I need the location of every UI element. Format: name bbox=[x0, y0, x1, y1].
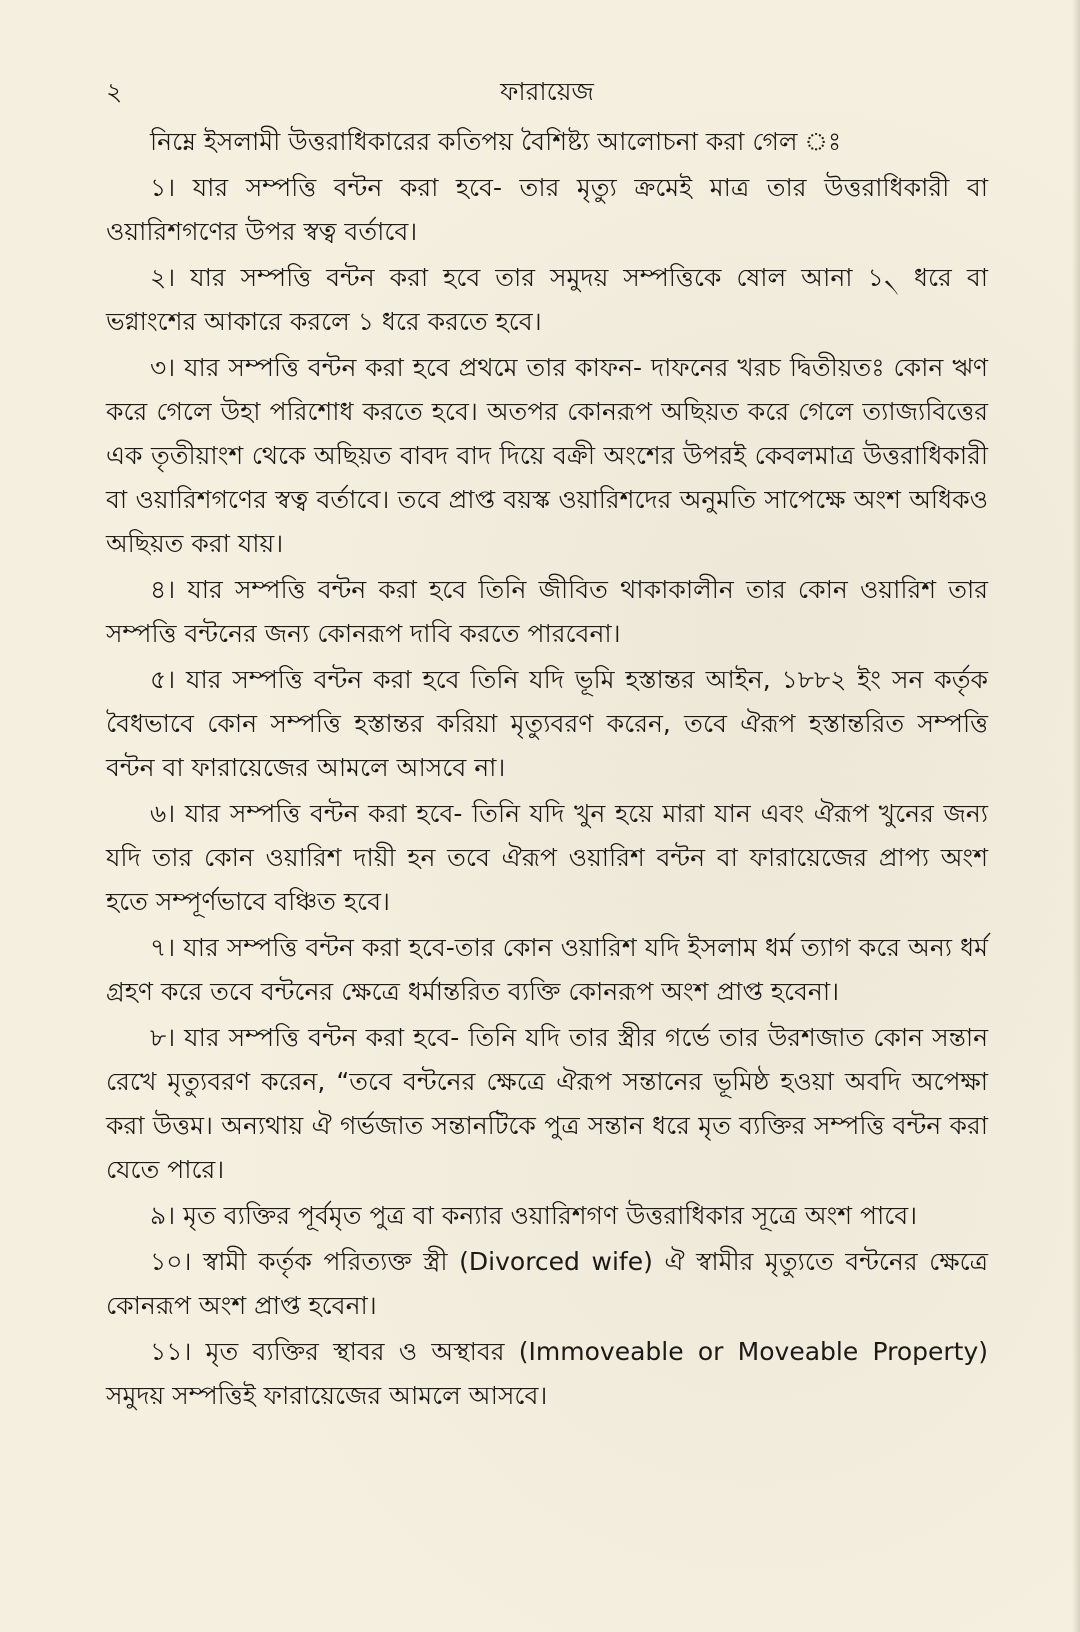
list-item-1: ১। যার সম্পত্তি বন্টন করা হবে- তার মৃত্যু ক্রমেই মাত্র তার উত্তরাধিকারী বা ওয়ারিশগণের উপর স্বত্ব বর্তাবে। bbox=[106, 173, 988, 246]
list-item-10: ১০। স্বামী কর্তৃক পরিত্যক্ত স্ত্রী (Divorced wife) ঐ স্বামীর মৃত্যুতে বন্টনের ক্ষেত্রে কোনরূপ অংশ প্রাপ্ত হবেনা। bbox=[106, 1247, 988, 1320]
list-item-11: ১১। মৃত ব্যক্তির স্থাবর ও অস্থাবর (Immoveable or Moveable Property) সমুদয় সম্পত্তিই ফারায়েজের আমলে আসবে। bbox=[106, 1337, 988, 1410]
list-item-9: ৯। মৃত ব্যক্তির পূর্বমৃত পুত্র বা কন্যার ওয়ারিশগণ উত্তরাধিকার সূত্রে অংশ পাবে। bbox=[150, 1201, 918, 1230]
list-item-3: ৩। যার সম্পত্তি বন্টন করা হবে প্রথমে তার কাফন- দাফনের খরচ দ্বিতীয়তঃ কোন ঋণ করে গেলে উহা পরিশোধ করতে হবে। অতপর কোনরূপ অছিয়ত করে গেলে ত্যাজ্যবিত্তের এক তৃতীয়াংশ থেকে অছিয়ত বাবদ বাদ দিয়ে বক্রী অংশের উপরই কেবলমাত্র উত্তরাধিকারী বা ওয়ারিশগণের স্বত্ব বর্তাবে। তবে প্রাপ্ত বয়স্ক ওয়ারিশদের অনুমতি সাপেক্ষে অংশ অধিকও অছিয়ত করা যায়। bbox=[106, 353, 988, 558]
list-item-7: ৭। যার সম্পত্তি বন্টন করা হবে-তার কোন ওয়ারিশ যদি ইসলাম ধর্ম ত্যাগ করে অন্য ধর্ম গ্রহণ করে তবে বন্টনের ক্ষেত্রে ধর্মান্তরিত ব্যক্তি কোনরূপ অংশ প্রাপ্ত হবেনা। bbox=[106, 933, 988, 1006]
list-item-6: ৬। যার সম্পত্তি বন্টন করা হবে- তিনি যদি খুন হয়ে মারা যান এবং ঐরূপ খুনের জন্য যদি তার কোন ওয়ারিশ দায়ী হন তবে ঐরূপ ওয়ারিশ বন্টন বা ফারায়েজের প্রাপ্য অংশ হতে সম্পূর্ণভাবে বঞ্চিত হবে। bbox=[106, 799, 988, 916]
page-header-title: ফারায়েজ bbox=[500, 77, 594, 106]
page-number: ২ bbox=[106, 77, 123, 106]
intro-paragraph: নিম্নে ইসলামী উত্তরাধিকারের কতিপয় বৈশিষ্ট্য আলোচনা করা গেল ঃ bbox=[150, 127, 842, 156]
list-item-2: ২। যার সম্পত্তি বন্টন করা হবে তার সমুদয় সম্পত্তিকে ষোল আনা ১৲ ধরে বা ভগ্নাংশের আকারে করলে ১ ধরে করতে হবে। bbox=[106, 263, 988, 336]
list-item-8: ৮। যার সম্পত্তি বন্টন করা হবে- তিনি যদি তার স্ত্রীর গর্ভে তার উরশজাত কোন সন্তান রেখে মৃত্যুবরণ করেন, “তবে বন্টনের ক্ষেত্রে ঐরূপ সন্তানের ভূমিষ্ঠ হওয়া অবদি অপেক্ষা করা উত্তম। অন্যথায় ঐ গর্ভজাত সন্তানটিকে পুত্র সন্তান ধরে মৃত ব্যক্তির সম্পত্তি বন্টন করা যেতে পারে। bbox=[106, 1023, 988, 1184]
main-text bbox=[106, 120, 988, 1418]
running-header bbox=[106, 72, 988, 112]
list-item-5: ৫। যার সম্পত্তি বন্টন করা হবে তিনি যদি ভূমি হস্তান্তর আইন, ১৮৮২ ইং সন কর্তৃক বৈধভাবে কোন সম্পত্তি হস্তান্তর করিয়া মৃত্যুবরণ করেন, তবে ঐরূপ হস্তান্তরিত সম্পত্তি বন্টন বা ফারায়েজের আমলে আসবে না। bbox=[106, 665, 988, 782]
list-item-4: ৪। যার সম্পত্তি বন্টন করা হবে তিনি জীবিত থাকাকালীন তার কোন ওয়ারিশ তার সম্পত্তি বন্টনের জন্য কোনরূপ দাবি করতে পারবেনা। bbox=[106, 575, 988, 648]
